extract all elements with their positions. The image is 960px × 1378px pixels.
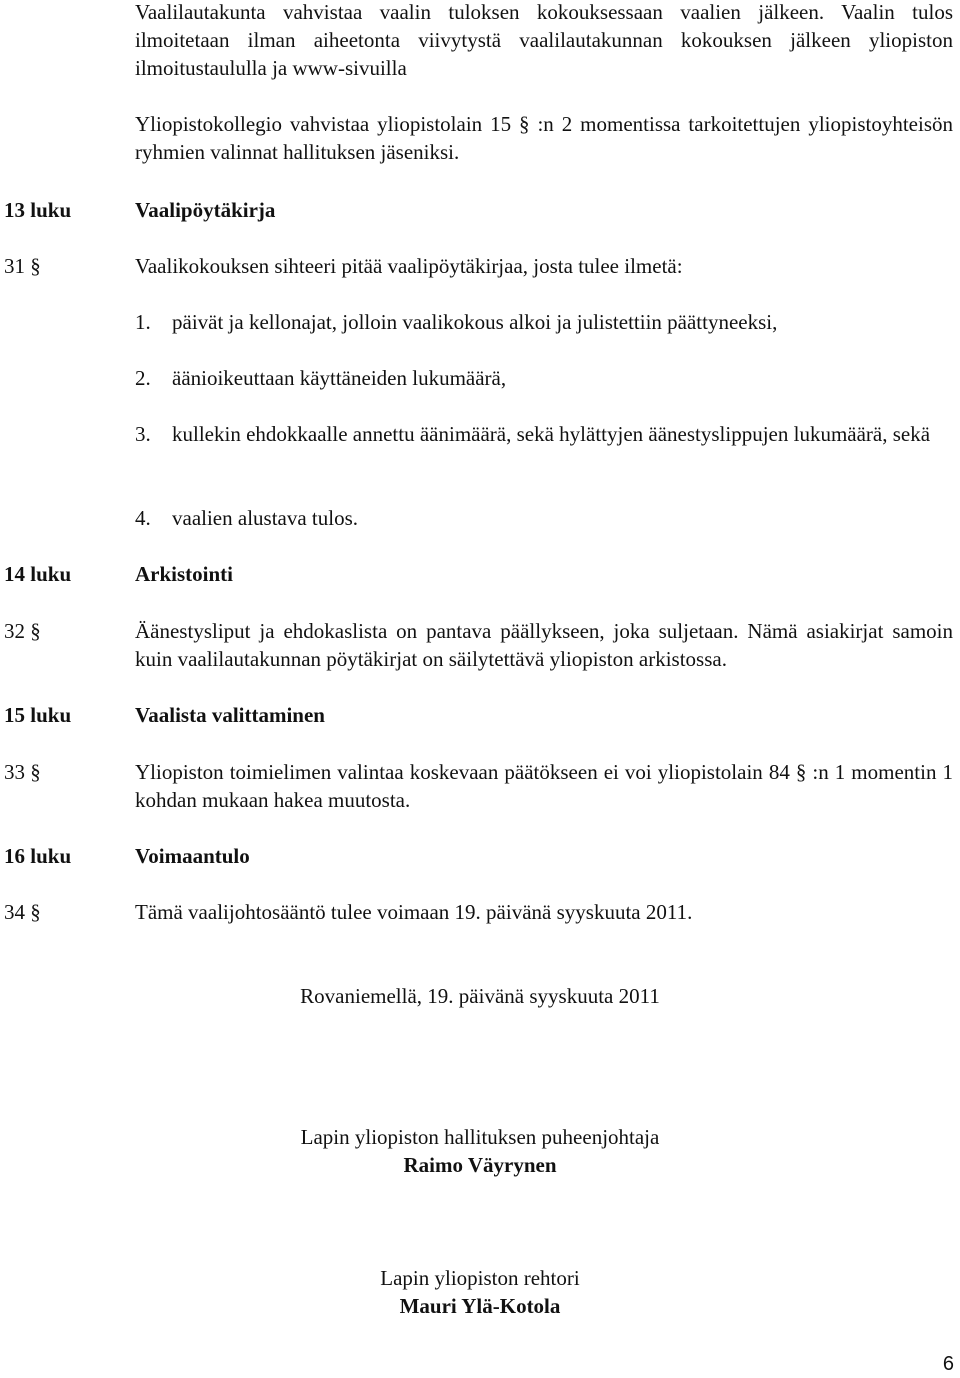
signature-1-role: Lapin yliopiston hallituksen puheenjohtaja [300, 1125, 660, 1149]
list-item-1-number: 1. [135, 310, 151, 334]
chapter-13-title: Vaalipöytäkirja [135, 198, 276, 222]
signature-2-role: Lapin yliopiston rehtori [380, 1266, 580, 1290]
chapter-13-number: 13 luku [4, 198, 72, 222]
section-34-text: Tämä vaalijohtosääntö tulee voimaan 19. päivänä syyskuuta 2011. [135, 900, 693, 924]
intro-paragraph-2: Yliopistokollegio vahvistaa yliopistolain 15 § :n 2 momentissa tarkoitettujen yliopistoyhteisön ryhmien valinnat hallituksen jäseniksi. [135, 112, 953, 164]
section-32-text: Äänestysliput ja ehdokaslista on pantava päällykseen, joka suljetaan. Nämä asiakirjat samoin kuin vaalilautakunnan pöytäkirjat on säilytettävä yliopiston arkistossa. [135, 619, 953, 671]
signature-1-name: Raimo Väyrynen [403, 1153, 557, 1177]
place-and-date: Rovaniemellä, 19. päivänä syyskuuta 2011 [300, 984, 660, 1008]
section-31-text: Vaalikokouksen sihteeri pitää vaalipöytäkirjaa, josta tulee ilmetä: [135, 254, 683, 278]
page-number: 6 [942, 1353, 954, 1375]
list-item-2-number: 2. [135, 366, 151, 390]
signature-2-name: Mauri Ylä-Kotola [399, 1294, 561, 1318]
section-33-text: Yliopiston toimielimen valintaa koskevaan päätökseen ei voi yliopistolain 84 § :n 1 momentin 1 kohdan mukaan hakea muutosta. [135, 760, 953, 812]
section-34-number: 34 § [4, 900, 41, 924]
chapter-16-number: 16 luku [4, 844, 72, 868]
chapter-15-title: Vaalista valittaminen [135, 703, 325, 727]
list-item-1-text: päivät ja kellonajat, jolloin vaalikokous alkoi ja julistettiin päättyneeksi, [172, 310, 778, 334]
section-32-number: 32 § [4, 619, 41, 643]
intro-paragraph-1: Vaalilautakunta vahvistaa vaalin tuloksen kokouksessaan vaalien jälkeen. Vaalin tulos ilmoitetaan ilman aiheetonta viivytystä vaalilautakunnan kokouksen jälkeen yliopiston ilmoitustaululla ja www-sivuilla [135, 0, 953, 80]
chapter-14-title: Arkistointi [135, 562, 234, 586]
list-item-4-text: vaalien alustava tulos. [172, 506, 359, 530]
chapter-16-title: Voimaantulo [135, 844, 250, 868]
list-item-4-number: 4. [135, 506, 151, 530]
list-item-3-text: kullekin ehdokkaalle annettu äänimäärä, sekä hylättyjen äänestyslippujen lukumäärä, sekä [172, 422, 931, 446]
section-31-number: 31 § [4, 254, 41, 278]
chapter-15-number: 15 luku [4, 703, 72, 727]
chapter-14-number: 14 luku [4, 562, 72, 586]
list-item-2-text: äänioikeuttaan käyttäneiden lukumäärä, [172, 366, 507, 390]
list-item-3-number: 3. [135, 422, 151, 446]
section-33-number: 33 § [4, 760, 41, 784]
